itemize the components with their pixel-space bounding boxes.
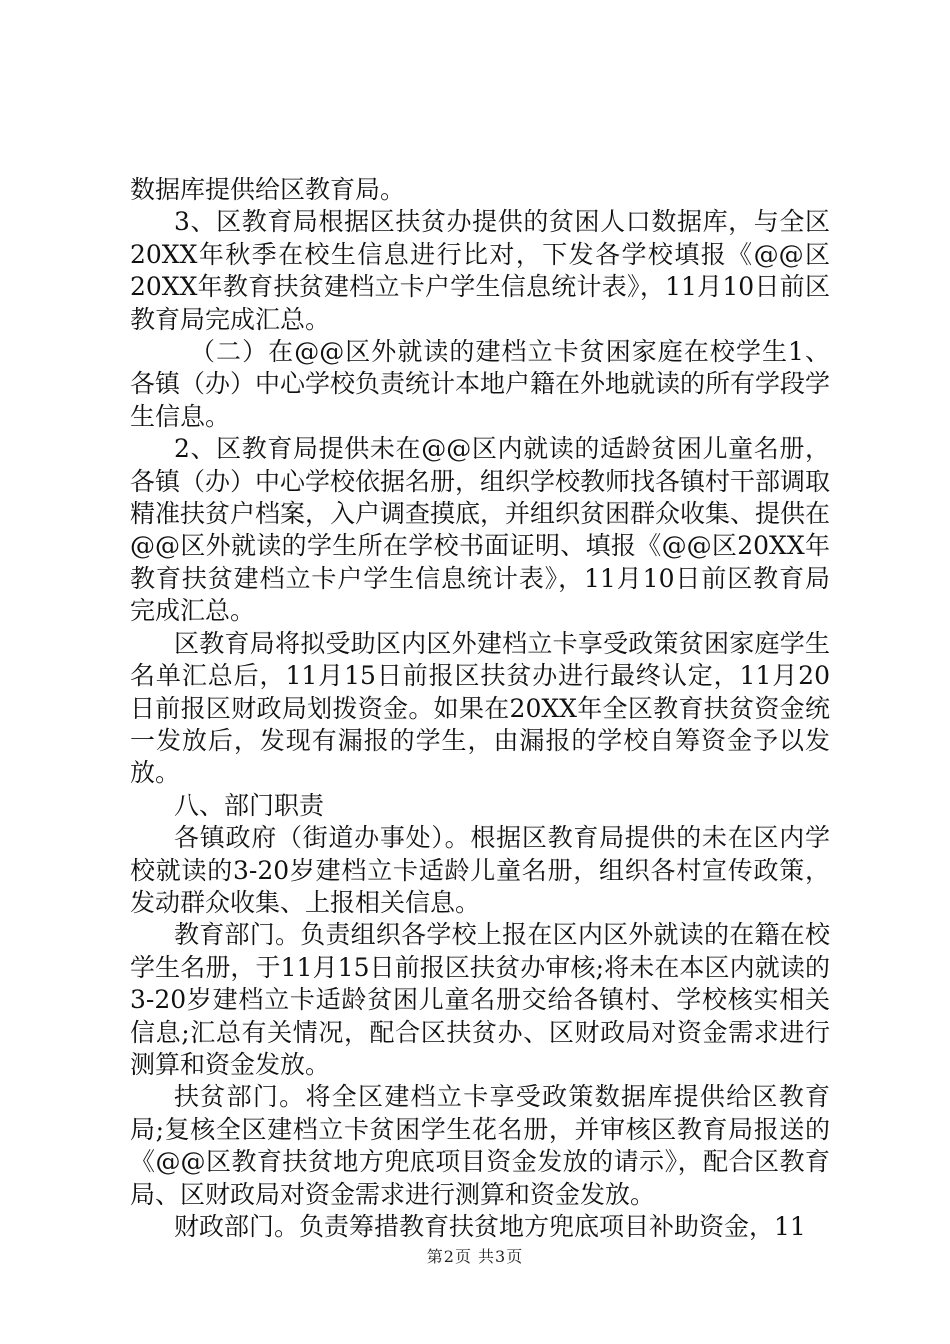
paragraph-section-2: （二）在@@区外就读的建档立卡贫困家庭在校学生1、各镇（办）中心学校负责统计本地户籍在外地就读的所有学段学生信息。 — [130, 337, 831, 431]
paragraph-item-3: 3、区教育局根据区扶贫办提供的贫困人口数据库，与全区20XX年秋季在校生信息进行比对，下发各学校填报《@@区20XX年教育扶贫建档立卡户学生信息统计表》，11月10日前区教育局完成汇总。 — [130, 207, 830, 334]
paragraph-education-department: 教育部门。负责组织各学校上报在区内区外就读的在籍在校学生名册，于11月15日前报区扶贫办审核;将未在本区内就读的3-20岁建档立卡适龄贫困儿童名册交给各镇村、学校核实相关信息;汇总有关情况，配合区扶贫办、区财政局对资金需求进行测算和资金发放。 — [130, 920, 830, 1079]
paragraph-continuation: 数据库提供给区教育局。 — [130, 175, 406, 204]
section-heading-responsibilities: 八、部门职责 — [174, 790, 325, 820]
paragraph-finance-department: 财政部门。负责筹措教育扶贫地方兜底项目补助资金，11 — [174, 1212, 806, 1241]
paragraph-town-government: 各镇政府（街道办事处）。根据区教育局提供的未在区内学校就读的3-20岁建档立卡适龄儿童名册，组织各村宣传政策，发动群众收集、上报相关信息。 — [130, 823, 830, 917]
paragraph-poverty-department: 扶贫部门。将全区建档立卡享受政策数据库提供给区教育局;复核全区建档立卡贫困学生花名册，并审核区教育局报送的《@@区教育扶贫地方兜底项目资金发放的请示》，配合区教育局、区财政局对资金需求进行测算和资金发放。 — [130, 1082, 830, 1209]
paragraph-summary: 区教育局将拟受助区内区外建档立卡享受政策贫困家庭学生名单汇总后，11月15日前报区扶贫办进行最终认定，11月20日前报区财政局划拨资金。如果在20XX年全区教育扶贫资金统一发放后，发现有漏报的学生，由漏报的学校自筹资金予以发放。 — [130, 628, 830, 788]
paragraph-item-2: 2、区教育局提供未在@@区内就读的适龄贫困儿童名册，各镇（办）中心学校依据名册，组织学校教师找各镇村干部调取精准扶贫户档案，入户调查摸底，并组织贫困群众收集、提供在@@区外就读的学生所在学校书面证明、填报《@@区20XX年教育扶贫建档立卡户学生信息统计表》，11月10日前区教育局完成汇总。 — [130, 434, 831, 626]
document-body — [130, 174, 830, 1243]
page-footer: 第2页 共3页 — [426, 1247, 524, 1266]
